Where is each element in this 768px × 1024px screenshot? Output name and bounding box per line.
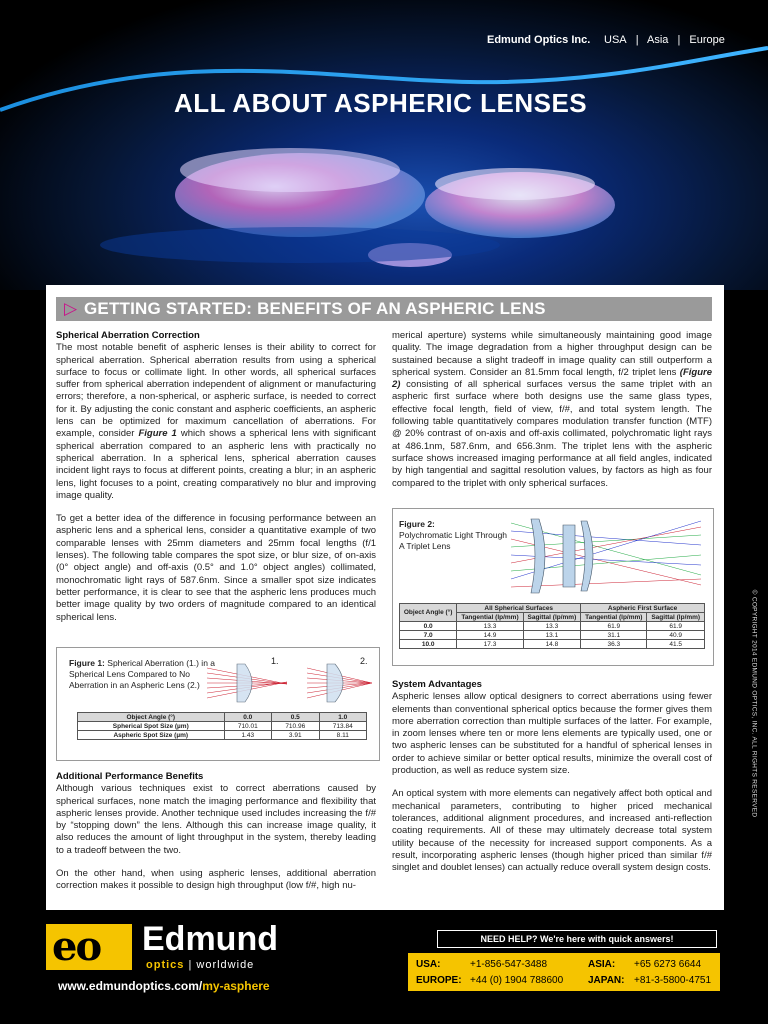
table-header: Tangential (lp/mm) [581,613,647,622]
table-cell: 40.9 [647,631,705,640]
right-column-top [392,330,712,501]
table-cell: 61.9 [647,622,705,631]
table-header: Aspheric First Surface [581,604,705,613]
figure-2-ref: (Figure 2) [392,366,712,391]
brand-tagline: optics | worldwide [146,959,255,971]
table-row [400,640,705,649]
help-banner: NEED HELP? We're here with quick answers! [437,930,717,948]
contact-label: USA: [416,959,441,970]
figure-2 [392,508,714,666]
table-cell: 0.0 [400,622,457,631]
paragraph: Although various techniques exist to correct aberrations caused by spherical surfaces, none match the imaging performance and flexibility that aspheric lenses provide. Another technique used includes increasing the f/# by “stopping down” the lens. Although this can increase image quality, it also reduces the amount of light throughput in the system, thereby leading to a tradeoff between the two. [56,783,376,856]
paragraph: An optical system with more elements can negatively affect both optical and mechanical parameters, contributing to higher priced mechanical tolerances, additional alignment procedures, and increased anti-reflection coating requirements. All of these may ultimately decrease total system utility because of the necessity for increased support components. As a result, incorporating aspheric lenses (though higher priced than similar f/# singlet and doublet lenses) can actually reduce overall system design costs. [392,788,712,874]
contact-phone[interactable]: +81-3-5800-4751 [634,975,712,986]
contact-box [408,953,720,991]
paragraph: On the other hand, when using aspheric lenses, additional aberration correction makes it possible to design high throughput (low f/#, high nu- [56,868,376,892]
region-separator: | [635,34,639,46]
table-cell: 1.43 [224,731,271,740]
table-row [78,731,367,740]
right-column-bottom [392,679,712,885]
paragraph [392,330,712,490]
paragraph [56,342,376,502]
table-cell: Spherical Spot Size (µm) [78,722,225,731]
top-bar [0,0,768,90]
table-cell: 36.3 [581,640,647,649]
figure-1-caption [69,658,224,691]
table-row [400,622,705,631]
figure-1 [56,647,380,761]
contact-label: ASIA: [588,959,616,970]
table-header: Sagittal (lp/mm) [647,613,705,622]
text: which shows a spherical lens with significant spherical aberration compared to an aspheric lens with practically no spherical aberration. In a spherical lens, spherical aberration causes incident light rays to focus at different points, creating a blur; in an aspheric lens, light focuses to a point, creating comparatively no blur and improving image quality. [56,428,376,501]
table-cell: 710.01 [224,722,271,731]
table-cell: 31.1 [581,631,647,640]
region-europe[interactable]: Europe [689,34,725,46]
table-cell: 713.84 [319,722,367,731]
eo-logo [46,924,132,970]
company-name: Edmund Optics Inc. [487,34,591,46]
table-row [78,722,367,731]
table-header: Object Angle (°) [400,604,457,622]
table-cell: 13.1 [523,631,581,640]
triplet-ray-diagram [511,515,706,599]
table-row [400,631,705,640]
table-cell: 13.3 [457,622,523,631]
contact-phone[interactable]: +65 6273 6644 [634,959,702,970]
figure-2-label: Figure 2: [399,519,435,529]
brand-sub-optics: optics [146,959,185,971]
heading-system-advantages: System Advantages [392,679,482,690]
section-title: GETTING STARTED: BENEFITS OF AN ASPHERIC LENS [84,299,546,318]
table-header: 0.5 [272,713,319,722]
logo-mark: eo [52,923,101,970]
contact-label: EUROPE: [416,975,462,986]
url-base: www.edmundoptics.com/ [58,979,203,993]
figure-1-table [77,712,367,740]
website-link[interactable] [58,979,270,993]
contact-label: JAPAN: [588,975,625,986]
table-cell: 41.5 [647,640,705,649]
brand-name: Edmund [142,920,278,958]
contact-phone[interactable]: +1-856-547-3488 [470,959,548,970]
figure-1-label: Figure 1: [69,658,105,668]
region-usa[interactable]: USA [604,34,627,46]
figure-1-caption-text: Spherical Aberration (1.) in a Spherical Lens Compared to No Aberration in an Aspheric Lens (2.) [69,658,216,690]
triangle-icon: ▷ [64,299,78,318]
table-header: 0.0 [224,713,271,722]
figure-2-caption [399,519,509,552]
text: merical aperture) systems while simultaneously maintaining good image quality. The image degradation from a higher throughput design can be sustained because a slight tradeoff in image quality can still outperform a spherical system. Consider an 81.5mm focal length, f/2 triplet lens [392,330,712,378]
table-cell: 17.3 [457,640,523,649]
table-header: 1.0 [319,713,367,722]
copyright-text: © COPYRIGHT 2014 EDMUND OPTICS, INC. ALL RIGHTS RESERVED [750,589,758,818]
region-separator: | [677,34,681,46]
heading-additional-benefits: Additional Performance Benefits [56,771,204,782]
table-cell: 8.11 [319,731,367,740]
left-column-top [56,330,376,635]
ray-diagram [207,662,377,704]
url-path: my-asphere [202,979,270,993]
figure-1-num-2: 2. [360,656,368,666]
text: consisting of all spherical surfaces versus the same triplet with an aspheric first surface where both designs use the same glass types, effective focal length, field of view, f/#, and total system length. The following table quantitatively compares modulation transfer function (MTF) @ 20% contrast of on-axis and off-axis collimated, polychromatic light rays at 486.1nm, 587.6nm, and 656.3nm. The triplet lens with the aspheric surface shows increased imaging performance at all field angles, indicated by high tangential and sagittal resolution values, by factors as high as four compared to the triplet with only spherical surfaces. [392,379,712,489]
figure-1-num-1: 1. [271,656,279,666]
figure-2-caption-text: Polychromatic Light Through A Triplet Lens [399,530,508,551]
figure-2-table [399,603,705,649]
contact-phone[interactable]: +44 (0) 1904 788600 [470,975,564,986]
table-header: All Spherical Surfaces [457,604,581,613]
left-column-bottom [56,771,376,904]
region-links [604,34,731,46]
text: The most notable benefit of aspheric lenses is their ability to correct for spherical aberration. Spherical aberration results from using a spherical surface to focus or collimate light. In other words, all spherical surfaces suffer from spherical aberration independent of alignment or manufacturing errors; therefore, a non-spherical, or aspheric surface, is needed to correct for it. By adjusting the conic constant and aspheric coefficients, an aspheric lens can be optimized for maximum cancellation of aberrations. For example, consider [56,342,376,440]
table-cell: 10.0 [400,640,457,649]
heading-spherical-aberration: Spherical Aberration Correction [56,330,200,341]
brand-sub-worldwide: worldwide [196,959,255,971]
table-header: Tangential (lp/mm) [457,613,523,622]
copyright-notice [744,580,756,840]
table-cell: 7.0 [400,631,457,640]
table-header: Sagittal (lp/mm) [523,613,581,622]
paragraph: Aspheric lenses allow optical designers to correct aberrations using fewer elements than conventional spherical optics because the former gives them more aberration correction than multiple surfaces of the latter. For example, in zoom lenses where ten or more lens elements are typically used, one or two aspheric lenses can be substituted for a handful of spherical lenses in order to achieve similar or better optical results, minimize the overall cost of production, as well as reduce system size. [392,691,712,777]
table-cell: 61.9 [581,622,647,631]
section-banner [56,297,712,321]
table-header: Object Angle (°) [78,713,225,722]
table-cell: 13.3 [523,622,581,631]
table-cell: 710.96 [272,722,319,731]
table-cell: 14.8 [523,640,581,649]
paragraph: To get a better idea of the difference in focusing performance between an aspheric lens and a spherical lens, consider a quantitative example of two comparable lenses with 25mm diameters and 25mm focal lengths (f/1 lenses). The following table compares the spot size, or blur size, of on-axis (0° object angle) and off-axis (0.5° and 1.0° object angles) collimated, monochromatic light rays of 587.6nm. Since a smaller spot size indicates better performance, it is clear to see that the aspheric lens produces much better image quality by two orders of magnitude compared to an identical spherical lens. [56,513,376,623]
page-title: ALL ABOUT ASPHERIC LENSES [174,88,588,118]
figure-1-ref: Figure 1 [138,428,177,440]
content-panel [46,285,724,910]
table-cell: 14.9 [457,631,523,640]
table-cell: 3.91 [272,731,319,740]
region-asia[interactable]: Asia [647,34,669,46]
table-cell: Aspheric Spot Size (µm) [78,731,225,740]
